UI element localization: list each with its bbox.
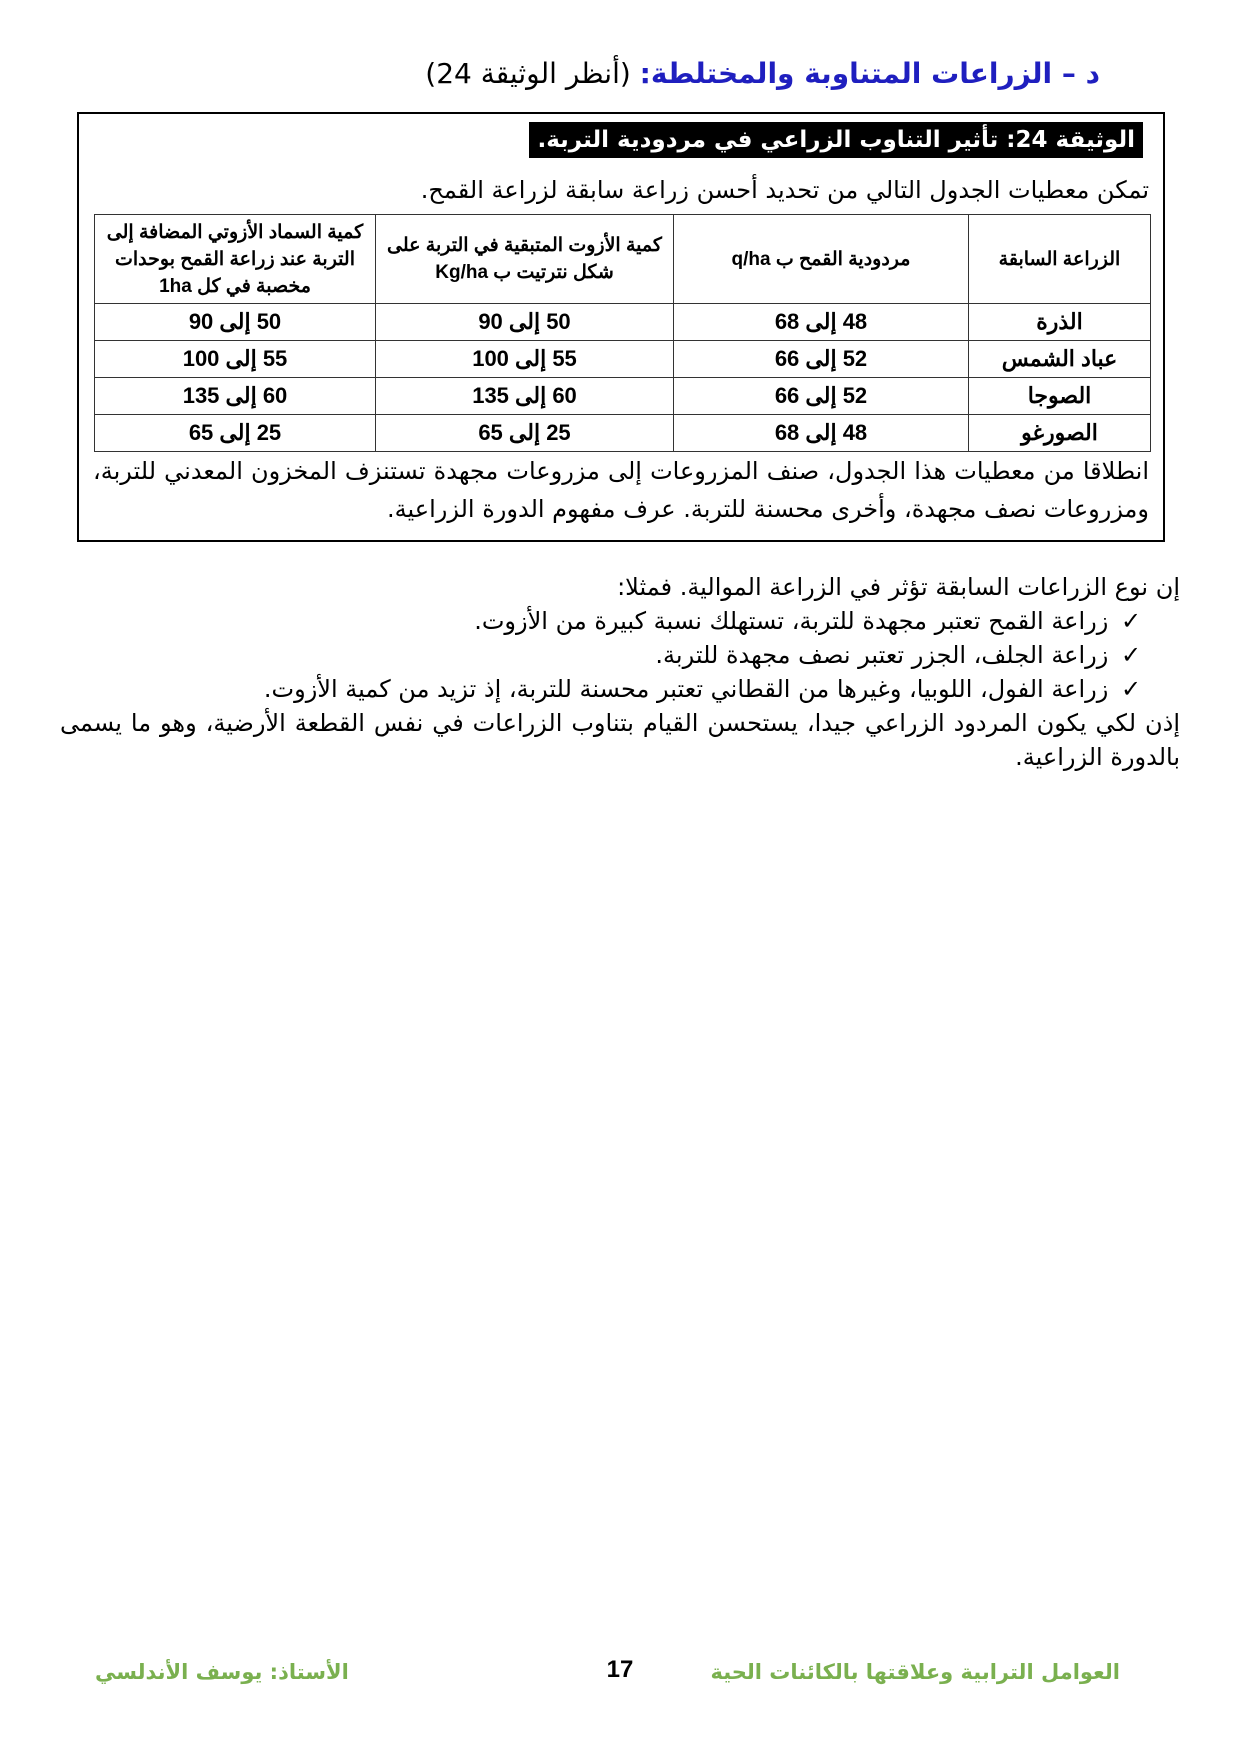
cell-crop: الصوجا bbox=[969, 378, 1151, 415]
section-title bbox=[140, 52, 1100, 96]
table-row bbox=[95, 415, 1151, 452]
cell-yield: 48 إلى 68 bbox=[674, 304, 969, 341]
table-row bbox=[95, 378, 1151, 415]
cell-fertilizer: 25 إلى 65 bbox=[95, 415, 376, 452]
body-text bbox=[60, 570, 1180, 774]
cell-fertilizer: 60 إلى 135 bbox=[95, 378, 376, 415]
check-icon: ✓ bbox=[1120, 675, 1142, 703]
cell-nitrogen: 50 إلى 90 bbox=[376, 304, 674, 341]
body-conclusion: إذن لكي يكون المردود الزراعي جيدا، يستحسن القيام بتناوب الزراعات في نفس القطعة الأرضية، وهو ما يسمى بالدورة الزراعية. bbox=[60, 709, 1180, 771]
document-24-box bbox=[77, 112, 1165, 542]
crop-rotation-table bbox=[94, 214, 1151, 452]
list-item bbox=[60, 604, 1180, 638]
body-intro: إن نوع الزراعات السابقة تؤثر في الزراعة الموالية. فمثلا: bbox=[617, 573, 1180, 601]
table-row bbox=[95, 304, 1151, 341]
cell-nitrogen: 55 إلى 100 bbox=[376, 341, 674, 378]
table-header-row bbox=[95, 215, 1151, 304]
cell-crop: الذرة bbox=[969, 304, 1151, 341]
list-item-text: زراعة الفول، اللوبيا، وغيرها من القطاني تعتبر محسنة للتربة، إذ تزيد من كمية الأزوت. bbox=[263, 675, 1109, 703]
footer-chapter-title: العوامل الترابية وعلاقتها بالكائنات الحية bbox=[710, 1660, 1120, 1684]
cell-fertilizer: 55 إلى 100 bbox=[95, 341, 376, 378]
table-row bbox=[95, 341, 1151, 378]
header-previous-crop: الزراعة السابقة bbox=[969, 215, 1151, 304]
header-added-fertilizer: كمية السماد الأزوتي المضافة إلى التربة عند زراعة القمح بوحدات مخصبة في كل 1ha bbox=[95, 215, 376, 304]
list-item bbox=[60, 672, 1180, 706]
section-title-main: د – الزراعات المتناوبة والمختلطة: bbox=[639, 57, 1100, 90]
document-heading: الوثيقة 24: تأثير التناوب الزراعي في مردودية التربة. bbox=[529, 122, 1143, 158]
cell-crop: الصورغو bbox=[969, 415, 1151, 452]
document-intro: تمكن معطيات الجدول التالي من تحديد أحسن زراعة سابقة لزراعة القمح. bbox=[420, 176, 1149, 204]
cell-yield: 52 إلى 66 bbox=[674, 341, 969, 378]
cell-fertilizer: 50 إلى 90 bbox=[95, 304, 376, 341]
list-item bbox=[60, 638, 1180, 672]
page-number: 17 bbox=[606, 1656, 634, 1683]
cell-nitrogen: 60 إلى 135 bbox=[376, 378, 674, 415]
check-icon: ✓ bbox=[1120, 607, 1142, 635]
footer-author: الأستاذ: يوسف الأندلسي bbox=[95, 1660, 349, 1684]
cell-yield: 48 إلى 68 bbox=[674, 415, 969, 452]
cell-yield: 52 إلى 66 bbox=[674, 378, 969, 415]
header-remaining-nitrogen: كمية الأزوت المتبقية في التربة على شكل نترتيت ب Kg/ha bbox=[376, 215, 674, 304]
cell-nitrogen: 25 إلى 65 bbox=[376, 415, 674, 452]
check-icon: ✓ bbox=[1120, 641, 1142, 669]
list-item-text: زراعة الجلف، الجزر تعتبر نصف مجهدة للتربة. bbox=[655, 641, 1109, 669]
header-wheat-yield: مردودية القمح ب q/ha bbox=[674, 215, 969, 304]
section-title-ref: (أنظر الوثيقة 24) bbox=[425, 57, 640, 90]
cell-crop: عباد الشمس bbox=[969, 341, 1151, 378]
list-item-text: زراعة القمح تعتبر مجهدة للتربة، تستهلك نسبة كبيرة من الأزوت. bbox=[474, 607, 1109, 635]
document-question: انطلاقا من معطيات هذا الجدول، صنف المزروعات إلى مزروعات مجهدة تستنزف المخزون المعدني للتربة، ومزروعات نصف مجهدة، وأخرى محسنة للتربة. عرف مفهوم الدورة الزراعية. bbox=[93, 457, 1149, 523]
